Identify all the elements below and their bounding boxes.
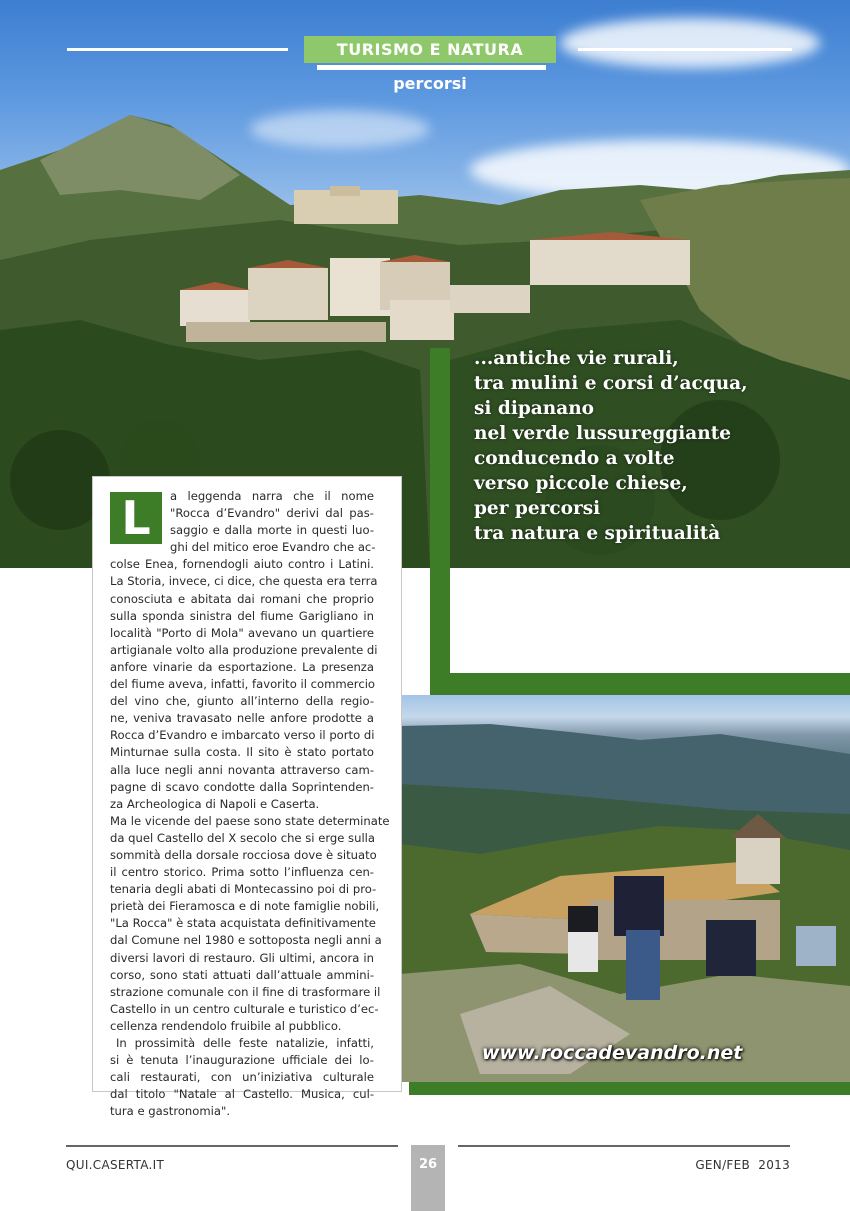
article-body — [110, 488, 390, 1120]
article-line: dal titolo "Natale al Castello. Musica, cul- — [110, 1087, 374, 1102]
article-line: alla luce negli anni novanta attraverso cam- — [110, 762, 374, 777]
pull-quote-line: tra mulini e corsi d’acqua, — [474, 373, 748, 394]
article-line: conosciuta e abitata dai romani che proprio — [110, 591, 374, 606]
header-rule-right — [578, 48, 792, 51]
pull-quote-line: tra natura e spiritualità — [474, 523, 721, 544]
article-line: "Rocca d’Evandro" derivi dal pas- — [170, 506, 374, 521]
article-line: In prossimità delle feste natalizie, infatti, — [116, 1036, 374, 1050]
article-line: diversi lavori di restauro. Gli ultimi, ancora in — [110, 950, 374, 965]
pull-quote — [474, 346, 844, 546]
article-line: a leggenda narra che il nome — [170, 489, 374, 503]
article-line: il centro storico. Prima sotto l’influenza cen- — [110, 865, 374, 880]
article-line: Rocca d’Evandro e imbarcato verso il porto di — [110, 728, 375, 743]
pull-quote-line: si dipanano — [474, 398, 594, 419]
article-line: cali restaurati, con un’iniziativa culturale — [110, 1070, 374, 1085]
article-line: colse Enea, fornendogli aiuto contro i Latini. — [110, 557, 374, 572]
footer-issue-date: GEN/FEB 2013 — [695, 1158, 790, 1172]
article-line: La Storia, invece, ci dice, che questa era terra — [110, 574, 378, 589]
pull-quote-line: verso piccole chiese, — [474, 473, 688, 494]
article-line: tenaria degli abati di Montecassino poi di pro- — [110, 882, 377, 897]
header-rule-left — [67, 48, 288, 51]
page-number: 26 — [411, 1145, 445, 1211]
article-line: "La Rocca" è stata acquistata definitivamente — [110, 916, 376, 931]
article-line: cellenza rendendolo fruibile al pubblico. — [110, 1018, 342, 1033]
green-frame-horizontal — [430, 673, 850, 695]
article-line: za Archeologica di Napoli e Caserta. — [110, 796, 320, 811]
article-line: sulla sponda sinistra del fiume Garigliano in — [110, 608, 374, 623]
article-line: pagne di scavo condotte dalla Soprintenden- — [110, 779, 374, 794]
pull-quote-line: ...antiche vie rurali, — [474, 348, 679, 369]
pull-quote-line: per percorsi — [474, 498, 601, 519]
article-line: tura e gastronomia". — [110, 1104, 231, 1119]
article-line: saggio e dalla morte in questi luo- — [170, 523, 374, 538]
article-line: ghi del mitico eroe Evandro che ac- — [170, 540, 376, 555]
article-line: Ma le vicende del paese sono state determinate — [110, 813, 390, 828]
article-line: artigianale volto alla produzione prevalente di — [110, 642, 378, 657]
article-line: località "Porto di Mola" avevano un quartiere — [110, 625, 374, 640]
section-title: TURISMO E NATURA — [304, 36, 556, 63]
article-line: da quel Castello del X secolo che si erge sulla — [110, 830, 375, 845]
footer-website: QUI.CASERTA.IT — [66, 1158, 165, 1172]
article-line: Minturnae sulla costa. Il sito è stato portato — [110, 745, 374, 760]
pull-quote-line: conducendo a volte — [474, 448, 675, 469]
article-line: corso, sono stati attuati dall’attuale ammini- — [110, 967, 374, 982]
article-line: prietà dei Fieramosca e di note famiglie nobili, — [110, 899, 380, 914]
website-url-caption: www.roccadevandro.net — [482, 1042, 743, 1064]
section-subtitle: percorsi — [393, 73, 467, 93]
article-line: strazione comunale con il fine di trasformare il — [110, 984, 381, 999]
photo-green-underline — [409, 1082, 850, 1095]
article-line: sommità della dorsale rocciosa dove è situato — [110, 847, 377, 862]
article-line: anfore vinarie da esportazione. La presenza — [110, 659, 374, 674]
article-line: ne, veniva travasato nelle anfore prodotte a — [110, 711, 374, 726]
article-line: Castello in un centro culturale e turistico d’ec- — [110, 1001, 379, 1016]
pull-quote-line: nel verde lussureggiante — [474, 423, 732, 444]
drop-cap: L — [110, 492, 162, 544]
article-line: del vino che, giunto all’interno della regio- — [110, 694, 374, 709]
footer-rule-right — [458, 1145, 790, 1147]
green-frame-vertical — [430, 348, 450, 695]
article-line: si è tenuta l’inaugurazione ufficiale dei lo- — [110, 1053, 374, 1068]
article-line: del fiume aveva, infatti, favorito il commercio — [110, 677, 376, 692]
footer-rule-left — [66, 1145, 398, 1147]
article-line: dal Comune nel 1980 e sottoposta negli anni a — [110, 933, 382, 948]
